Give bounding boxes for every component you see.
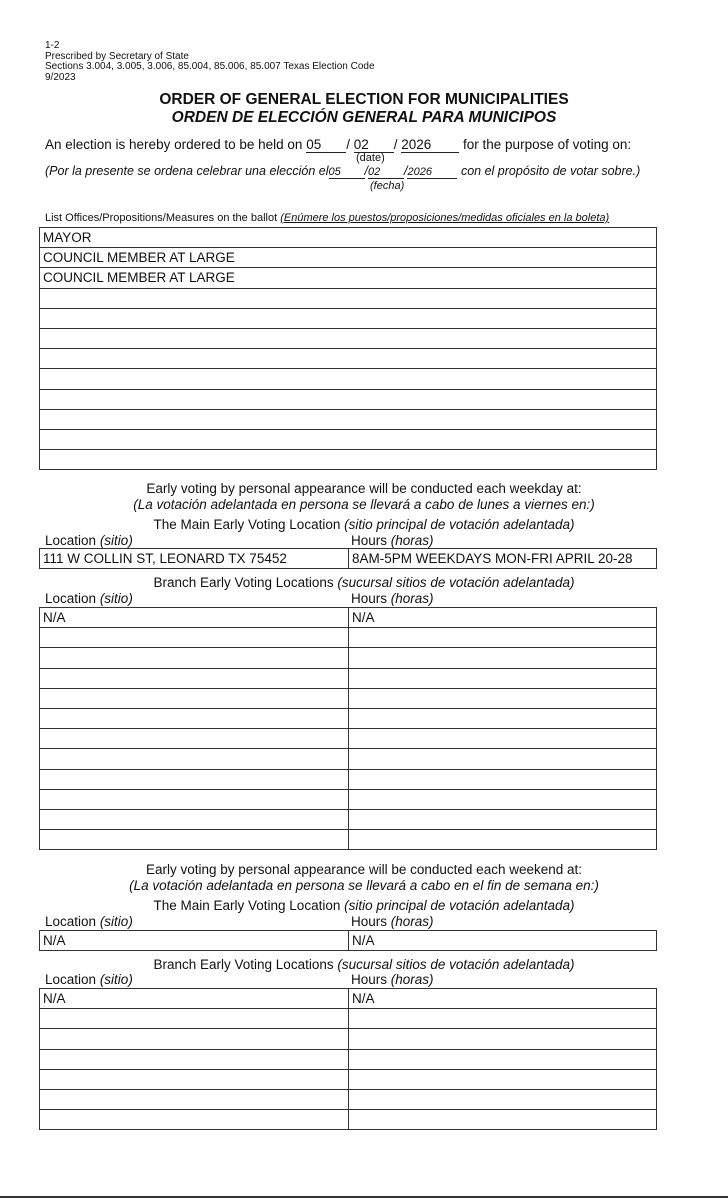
- weekend-heading-en: Early voting by personal appearance will be conducted each weekend at:: [145, 862, 583, 877]
- table-row: [40, 688, 657, 708]
- ballot-item-field[interactable]: [40, 288, 657, 308]
- table-row: [40, 749, 657, 769]
- form-header-meta: [45, 41, 375, 83]
- prescribed-by: Prescribed by Secretary of State: [45, 50, 189, 62]
- weekday-branch-location-field[interactable]: [40, 809, 349, 829]
- weekday-branch-label: Branch Early Voting Locations (sucursal sitios de votación adelantada): [153, 575, 575, 590]
- eleccion-day-field[interactable]: 02: [368, 166, 404, 179]
- weekday-branch-hours-col: Hours (horas): [351, 591, 434, 606]
- title-spanish: ORDEN DE ELECCIÓN GENERAL PARA MUNICIPOS: [171, 109, 557, 126]
- weekday-main-location-col: Location (sitio): [45, 533, 133, 548]
- page-bottom-rule: [0, 1196, 728, 1198]
- table-row: [40, 648, 657, 668]
- eleccion-year-field[interactable]: 2026: [407, 166, 457, 179]
- table-row: [40, 328, 657, 348]
- weekend-branch-hours-field[interactable]: N/A: [349, 989, 657, 1009]
- ballot-items-table: [39, 227, 657, 470]
- ballot-item-field[interactable]: [40, 389, 657, 409]
- weekend-main-location[interactable]: N/A: [40, 931, 349, 951]
- weekend-branch-hours-field[interactable]: [349, 1029, 657, 1049]
- election-year-field[interactable]: 2026: [401, 137, 459, 153]
- date-label: (date): [356, 152, 385, 164]
- weekday-branch-location-field[interactable]: [40, 628, 349, 648]
- table-row: [40, 389, 657, 409]
- ballot-item-field[interactable]: [40, 450, 657, 470]
- weekend-main-hours[interactable]: N/A: [349, 931, 657, 951]
- ballot-item-field[interactable]: [40, 369, 657, 389]
- table-row: [40, 549, 657, 569]
- table-row: [40, 830, 657, 850]
- election-order-en: An election is hereby ordered to be held on 05 / 02 / 2026 for the purpose of voting on:: [45, 137, 632, 152]
- table-row: [40, 1089, 657, 1109]
- table-row: [40, 349, 657, 369]
- table-row: [40, 288, 657, 308]
- ballot-item-field[interactable]: COUNCIL MEMBER AT LARGE: [40, 248, 657, 268]
- weekday-branch-hours-field[interactable]: [349, 830, 657, 850]
- weekend-branch-location-field[interactable]: [40, 1029, 349, 1049]
- weekday-branch-location-field[interactable]: [40, 668, 349, 688]
- weekday-heading-es: (La votación adelantada en persona se llevará a cabo de lunes a viernes en:): [133, 497, 595, 512]
- table-row: [40, 409, 657, 429]
- table-row: [40, 1110, 657, 1130]
- ballot-item-field[interactable]: [40, 308, 657, 328]
- weekday-branch-hours-field[interactable]: [349, 749, 657, 769]
- weekday-main-hours[interactable]: 8AM-5PM WEEKDAYS MON-FRI APRIL 20-28: [349, 549, 657, 569]
- weekday-branch-hours-field[interactable]: [349, 708, 657, 728]
- form-number: 1-2: [45, 40, 60, 51]
- eleccion-month-field[interactable]: 05: [329, 166, 365, 179]
- statute-sections: Sections 3.004, 3.005, 3.006, 85.004, 85.006, 85.007 Texas Election Code: [45, 61, 375, 72]
- weekday-branch-hours-field[interactable]: [349, 688, 657, 708]
- table-row: [40, 1029, 657, 1049]
- table-row: [40, 1069, 657, 1089]
- weekday-branch-location-field[interactable]: [40, 749, 349, 769]
- weekday-branch-hours-field[interactable]: [349, 668, 657, 688]
- table-row: [40, 989, 657, 1009]
- table-row: [40, 450, 657, 470]
- weekend-branch-location-field[interactable]: [40, 1069, 349, 1089]
- weekend-branch-location-col: Location (sitio): [45, 972, 133, 987]
- weekday-branch-table: [39, 607, 657, 850]
- election-order-es: (Por la presente se ordena celebrar una elección el05 /02 /2026 con el propósito de votar sobre.): [45, 164, 641, 178]
- table-row: [40, 769, 657, 789]
- weekday-main-label: The Main Early Voting Location (sitio principal de votación adelantada): [153, 517, 575, 532]
- form-revision: 9/2023: [45, 71, 76, 83]
- title-english: ORDER OF GENERAL ELECTION FOR MUNICIPALITIES: [159, 91, 569, 108]
- weekday-branch-location-col: Location (sitio): [45, 591, 133, 606]
- weekday-branch-location-field[interactable]: [40, 648, 349, 668]
- table-row: [40, 729, 657, 749]
- weekend-branch-hours-field[interactable]: [349, 1049, 657, 1069]
- weekday-branch-location-field[interactable]: [40, 729, 349, 749]
- weekend-branch-location-field[interactable]: [40, 1089, 349, 1109]
- table-row: [40, 608, 657, 628]
- table-row: [40, 308, 657, 328]
- weekend-branch-label: Branch Early Voting Locations (sucursal sitios de votación adelantada): [153, 957, 575, 972]
- fecha-label: (fecha): [370, 180, 405, 192]
- weekday-branch-hours-field[interactable]: [349, 729, 657, 749]
- election-day-field[interactable]: 02: [354, 137, 394, 153]
- weekday-branch-location-field[interactable]: [40, 830, 349, 850]
- weekend-branch-hours-field[interactable]: [349, 1089, 657, 1109]
- ballot-item-field[interactable]: MAYOR: [40, 228, 657, 248]
- election-month-field[interactable]: 05: [306, 137, 346, 153]
- weekday-branch-location-field[interactable]: [40, 789, 349, 809]
- weekday-main-table: [39, 548, 657, 569]
- weekend-branch-hours-field[interactable]: [349, 1069, 657, 1089]
- table-row: [40, 429, 657, 449]
- weekday-branch-hours-field[interactable]: [349, 789, 657, 809]
- weekday-main-location[interactable]: 111 W COLLIN ST, LEONARD TX 75452: [40, 549, 349, 569]
- weekend-main-table: [39, 930, 657, 951]
- weekend-branch-table: [39, 988, 657, 1130]
- table-row: [40, 1009, 657, 1029]
- weekend-main-hours-col: Hours (horas): [351, 914, 434, 929]
- weekend-branch-hours-field[interactable]: [349, 1009, 657, 1029]
- weekday-branch-location-field[interactable]: [40, 708, 349, 728]
- ballot-item-field[interactable]: [40, 429, 657, 449]
- weekend-branch-location-field[interactable]: N/A: [40, 989, 349, 1009]
- table-row: [40, 369, 657, 389]
- weekday-branch-hours-field[interactable]: [349, 809, 657, 829]
- weekday-branch-hours-field[interactable]: [349, 769, 657, 789]
- weekend-branch-location-field[interactable]: [40, 1110, 349, 1130]
- weekend-branch-hours-field[interactable]: [349, 1110, 657, 1130]
- table-row: [40, 931, 657, 951]
- table-row: [40, 1049, 657, 1069]
- weekday-heading-en: Early voting by personal appearance will be conducted each weekday at:: [146, 481, 582, 496]
- weekend-heading-es: (La votación adelantada en persona se llevará a cabo en el fin de semana en:): [129, 878, 599, 893]
- weekend-branch-location-field[interactable]: [40, 1009, 349, 1029]
- weekday-branch-hours-field[interactable]: [349, 648, 657, 668]
- table-row: [40, 789, 657, 809]
- weekday-branch-location-field[interactable]: [40, 688, 349, 708]
- weekend-branch-location-field[interactable]: [40, 1049, 349, 1069]
- weekday-branch-location-field[interactable]: N/A: [40, 608, 349, 628]
- ballot-label: List Offices/Propositions/Measures on the ballot (Enúmere los puestos/proposiciones/medidas oficiales en la boleta): [45, 212, 610, 224]
- weekend-main-label: The Main Early Voting Location (sitio principal de votación adelantada): [153, 898, 575, 913]
- table-row: [40, 268, 657, 288]
- table-row: [40, 708, 657, 728]
- table-row: [40, 628, 657, 648]
- table-row: [40, 668, 657, 688]
- weekday-branch-hours-field[interactable]: [349, 628, 657, 648]
- weekday-main-hours-col: Hours (horas): [351, 533, 434, 548]
- table-row: [40, 809, 657, 829]
- weekday-branch-hours-field[interactable]: N/A: [349, 608, 657, 628]
- weekend-branch-hours-col: Hours (horas): [351, 972, 434, 987]
- ballot-item-field[interactable]: [40, 409, 657, 429]
- ballot-item-field[interactable]: COUNCIL MEMBER AT LARGE: [40, 268, 657, 288]
- ballot-item-field[interactable]: [40, 349, 657, 369]
- table-row: [40, 228, 657, 248]
- weekend-main-location-col: Location (sitio): [45, 914, 133, 929]
- table-row: [40, 248, 657, 268]
- weekday-branch-location-field[interactable]: [40, 769, 349, 789]
- ballot-item-field[interactable]: [40, 328, 657, 348]
